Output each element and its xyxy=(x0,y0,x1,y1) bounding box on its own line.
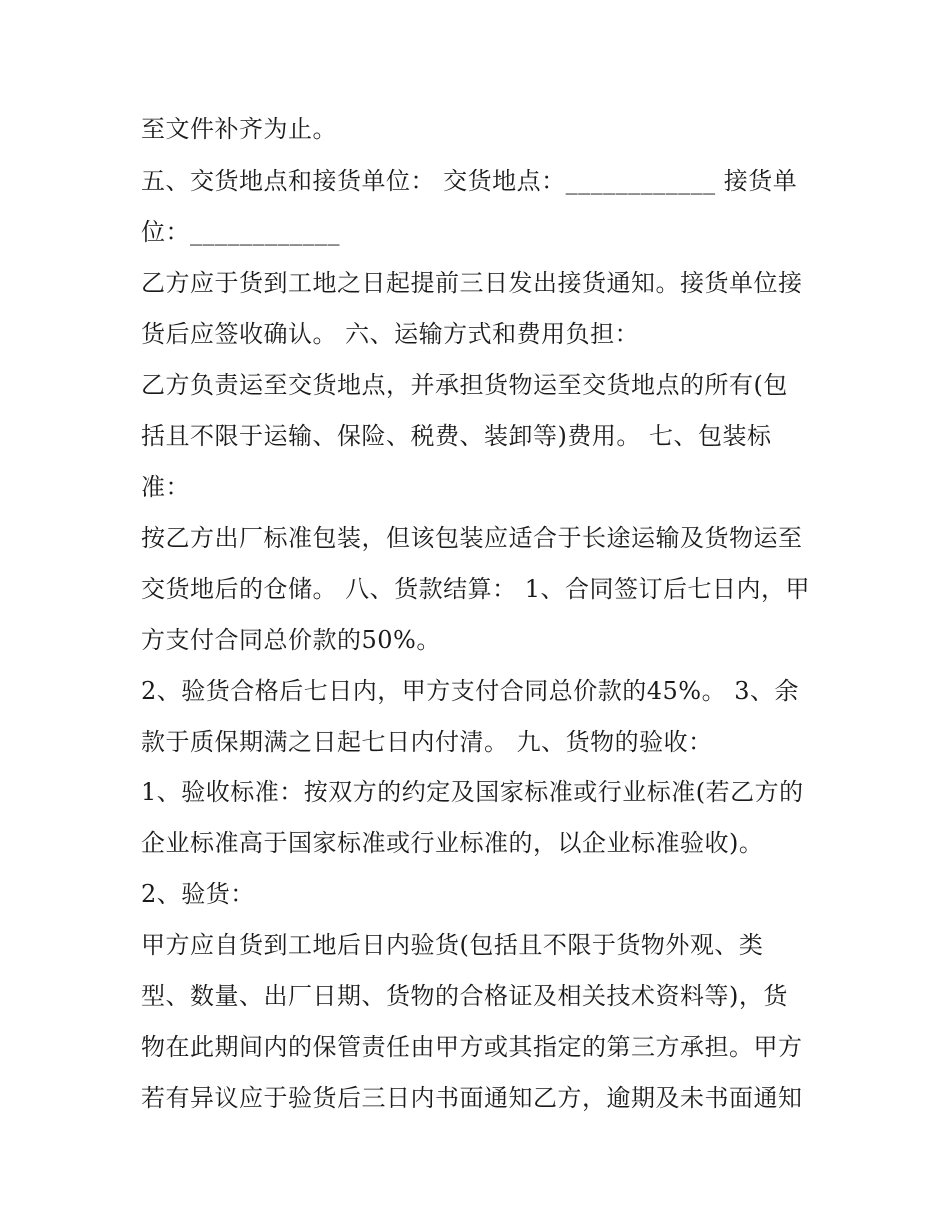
text-line: 2、验货： xyxy=(141,880,255,908)
text-line: 乙方负责运至交货地点，并承担货物运至交货地点的所有(包 xyxy=(141,371,788,399)
text-line: 2、验货合格后七日内，甲方支付合同总价款的45%。 3、余 xyxy=(141,677,800,705)
text-line: 按乙方出厂标准包装，但该包装应适合于长途运输及货物运至 xyxy=(141,524,803,552)
text-line: 位：____________ xyxy=(141,218,340,246)
text-line: 方支付合同总价款的50%。 xyxy=(141,626,441,654)
text-line: 五、交货地点和接货单位： 交货地点：____________ 接货单 xyxy=(141,167,798,195)
text-line: 货后应签收确认。 六、运输方式和费用负担： xyxy=(141,320,640,348)
text-line: 企业标准高于国家标准或行业标准的，以企业标准验收)。 xyxy=(141,829,764,857)
text-line: 物在此期间内的保管责任由甲方或其指定的第三方承担。甲方 xyxy=(141,1033,803,1061)
text-line: 甲方应自货到工地后日内验货(包括且不限于货物外观、类 xyxy=(141,931,764,959)
text-line: 交货地后的仓储。 八、货款结算： 1、合同签订后七日内，甲 xyxy=(141,575,811,603)
text-line: 乙方应于货到工地之日起提前三日发出接货通知。接货单位接 xyxy=(141,269,803,297)
text-line: 准： xyxy=(141,473,190,501)
text-line: 括且不限于运输、保险、税费、装卸等)费用。 七、包装标 xyxy=(141,422,772,450)
text-line: 型、数量、出厂日期、货物的合格证及相关技术资料等)，货 xyxy=(141,982,788,1010)
text-line: 若有异议应于验货后三日内书面通知乙方，逾期及未书面通知 xyxy=(141,1084,803,1112)
text-line: 至文件补齐为止。 xyxy=(141,115,337,143)
text-line: 1、验收标准：按双方的约定及国家标准或行业标准(若乙方的 xyxy=(141,778,804,806)
text-line: 款于质保期满之日起七日内付清。 九、货物的验收： xyxy=(141,728,713,756)
